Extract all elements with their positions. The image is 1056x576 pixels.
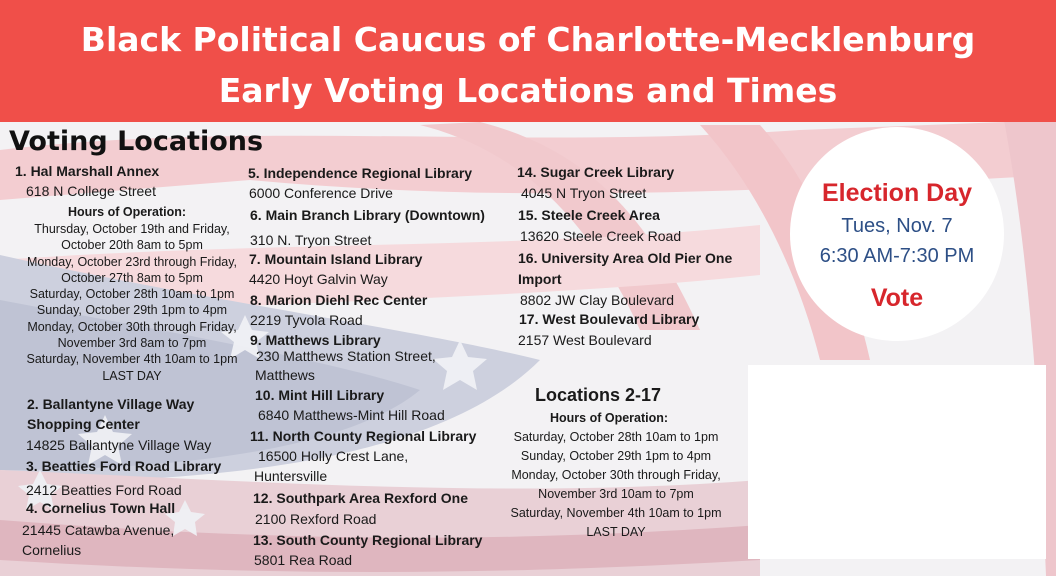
location-11-address-cont: Huntersville	[254, 468, 328, 484]
location-11-name: 11. North County Regional Library	[250, 428, 477, 444]
location-11-address: 16500 Holly Crest Lane,	[258, 448, 409, 464]
hours-line: November 3rd 10am to 7pm	[538, 487, 694, 501]
hours-title-1: Hours of Operation:	[68, 205, 187, 219]
hours-line: October 27th 8am to 5pm	[61, 270, 203, 285]
location-16-name: 16. University Area Old Pier One	[518, 250, 733, 266]
location-10-address: 6840 Matthews-Mint Hill Road	[258, 407, 445, 423]
hours-line: Saturday, November 4th 10am to 1pm	[510, 506, 722, 520]
location-17-name: 17. West Boulevard Library	[519, 311, 700, 327]
header-banner	[0, 0, 1056, 122]
location-7-address: 4420 Hoyt Galvin Way	[249, 271, 388, 287]
hours-line: October 20th 8am to 5pm	[61, 238, 203, 253]
location-12-address: 2100 Rexford Road	[255, 511, 377, 527]
hours-line: Sunday, October 29th 1pm to 4pm	[36, 303, 228, 318]
location-16-name-cont: Import	[518, 271, 562, 287]
location-5-name: 5. Independence Regional Library	[248, 165, 473, 181]
hours-list-1	[14, 222, 250, 385]
election-day-title: Election Day	[821, 179, 973, 207]
hours-line: LAST DAY	[586, 525, 646, 539]
location-6-name: 6. Main Branch Library (Downtown)	[250, 207, 485, 223]
hours-line: Monday, October 23rd through Friday,	[26, 254, 238, 269]
location-13-name: 13. South County Regional Library	[253, 532, 483, 548]
hours-line: LAST DAY	[102, 368, 162, 383]
location-14-address: 4045 N Tryon Street	[521, 185, 647, 201]
location-14-name: 14. Sugar Creek Library	[517, 164, 675, 180]
section-title: Voting Locations	[9, 126, 264, 157]
location-4-address-cont: Cornelius	[22, 542, 82, 558]
location-12-name: 12. Southpark Area Rexford One	[253, 490, 468, 506]
hours-line: Saturday, November 4th 10am to 1pm	[26, 352, 238, 367]
hours-line: Sunday, October 29th 1pm to 4pm	[520, 449, 712, 463]
hours-line: Monday, October 30th through Friday,	[511, 468, 721, 482]
location-2-name: 2. Ballantyne Village Way	[27, 396, 195, 412]
location-9-address-cont: Matthews	[255, 367, 315, 383]
blank-panel	[748, 365, 1046, 559]
hours-heading-2: Locations 2-17	[535, 385, 662, 405]
location-9-name: 9. Matthews Library	[250, 332, 381, 348]
location-5-address: 6000 Conference Drive	[249, 185, 393, 201]
location-13-address: 5801 Rea Road	[254, 552, 353, 568]
location-16-address: 8802 JW Clay Boulevard	[520, 292, 675, 308]
election-day-date: Tues, Nov. 7	[841, 215, 953, 237]
location-6-address: 310 N. Tryon Street	[250, 232, 372, 248]
location-2-address: 14825 Ballantyne Village Way	[26, 437, 212, 453]
location-3-name: 3. Beatties Ford Road Library	[26, 458, 222, 474]
hours-line: November 3rd 8am to 7pm	[57, 336, 207, 351]
hours-line: Saturday, October 28th 10am to 1pm	[29, 287, 235, 302]
header-subtitle: Early Voting Locations and Times	[218, 71, 838, 110]
hours-line: Saturday, October 28th 10am to 1pm	[513, 430, 719, 444]
location-1-address: 618 N College Street	[26, 183, 156, 199]
header-title: Black Political Caucus of Charlotte-Mecklenburg	[80, 20, 976, 59]
location-1-name: 1. Hal Marshall Annex	[15, 163, 160, 179]
location-4-name: 4. Cornelius Town Hall	[26, 500, 176, 516]
hours-list-2	[494, 430, 738, 544]
location-8-name: 8. Marion Diehl Rec Center	[250, 292, 428, 308]
location-7-name: 7. Mountain Island Library	[249, 251, 423, 267]
location-2-name-cont: Shopping Center	[27, 416, 140, 432]
location-10-name: 10. Mint Hill Library	[255, 387, 385, 403]
location-8-address: 2219 Tyvola Road	[250, 312, 363, 328]
location-9-address: 230 Matthews Station Street,	[256, 348, 436, 364]
hours-title-2: Hours of Operation:	[550, 411, 669, 425]
location-4-address: 21445 Catawba Avenue,	[22, 522, 175, 538]
election-day-circle	[790, 127, 1004, 341]
election-day-time: 6:30 AM-7:30 PM	[819, 245, 975, 267]
location-17-address: 2157 West Boulevard	[518, 332, 652, 348]
location-3-address: 2412 Beatties Ford Road	[26, 482, 182, 498]
location-15-name: 15. Steele Creek Area	[518, 207, 660, 223]
location-15-address: 13620 Steele Creek Road	[520, 228, 682, 244]
hours-line: Thursday, October 19th and Friday,	[34, 222, 230, 236]
hours-line: Monday, October 30th through Friday,	[27, 319, 237, 334]
vote-label: Vote	[870, 284, 924, 312]
